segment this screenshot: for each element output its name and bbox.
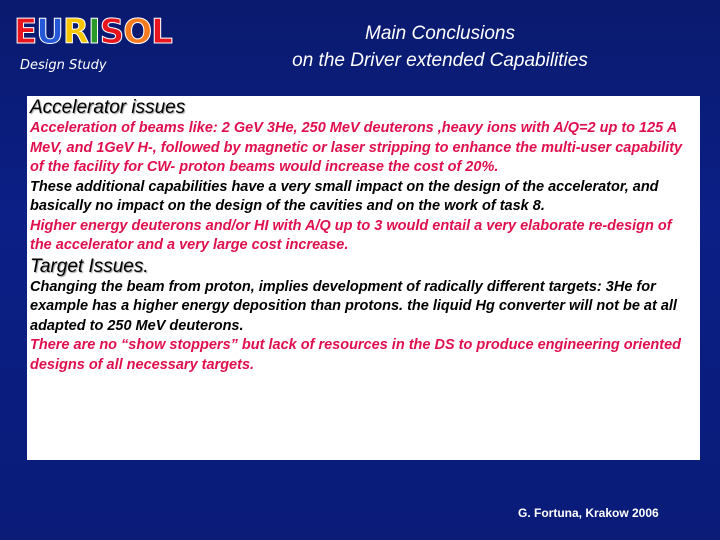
target-heading: Target Issues. xyxy=(30,255,149,277)
logo-letter: U xyxy=(36,12,63,52)
footer-credit: G. Fortuna, Krakow 2006 xyxy=(518,506,659,520)
logo-letter: I xyxy=(88,12,100,52)
logo-letter: S xyxy=(99,12,124,52)
accelerator-paragraph-1: Acceleration of beams like: 2 GeV 3He, 250 MeV deuterons ,heavy ions with A/Q=2 up to 125 A MeV, and 1GeV H-, followed by magnetic or laser stripping to enhance the multi-user capability of the facility for CW- proton beams would increase the cost of 20%. xyxy=(30,120,683,175)
accelerator-heading: Accelerator issues xyxy=(30,97,186,118)
logo-text xyxy=(14,10,172,54)
slide-title xyxy=(230,20,650,74)
content-panel xyxy=(27,96,700,460)
target-paragraph-2: There are no “show stoppers” but lack of resources in the DS to produce engineering oriented designs of all necessary targets. xyxy=(30,337,682,373)
logo-letter: E xyxy=(14,12,37,52)
accelerator-paragraph-2: These additional capabilities have a very small impact on the design of the accelerator, and basically no impact on the design of the cavities and on the work of task 8. xyxy=(30,178,659,214)
accelerator-paragraph-3: Higher energy deuterons and/or HI with A/Q up to 3 would entail a very elaborate re-design of the accelerator and a very large cost increase. xyxy=(30,217,672,253)
title-line-1: Main Conclusions xyxy=(365,23,515,44)
target-paragraph-1: Changing the beam from proton, implies development of radically different targets: 3He for example has a higher energy deposition than protons. the liquid Hg converter will not be at all adapted to 250 MeV deuterons. xyxy=(30,278,677,334)
logo-letter: L xyxy=(151,12,172,52)
title-line-2: on the Driver extended Capabilities xyxy=(292,50,588,71)
logo-letter: O xyxy=(123,12,152,52)
logo-letter: R xyxy=(62,12,89,52)
design-study-label: Design Study xyxy=(20,58,107,73)
eurisol-logo xyxy=(14,10,172,54)
